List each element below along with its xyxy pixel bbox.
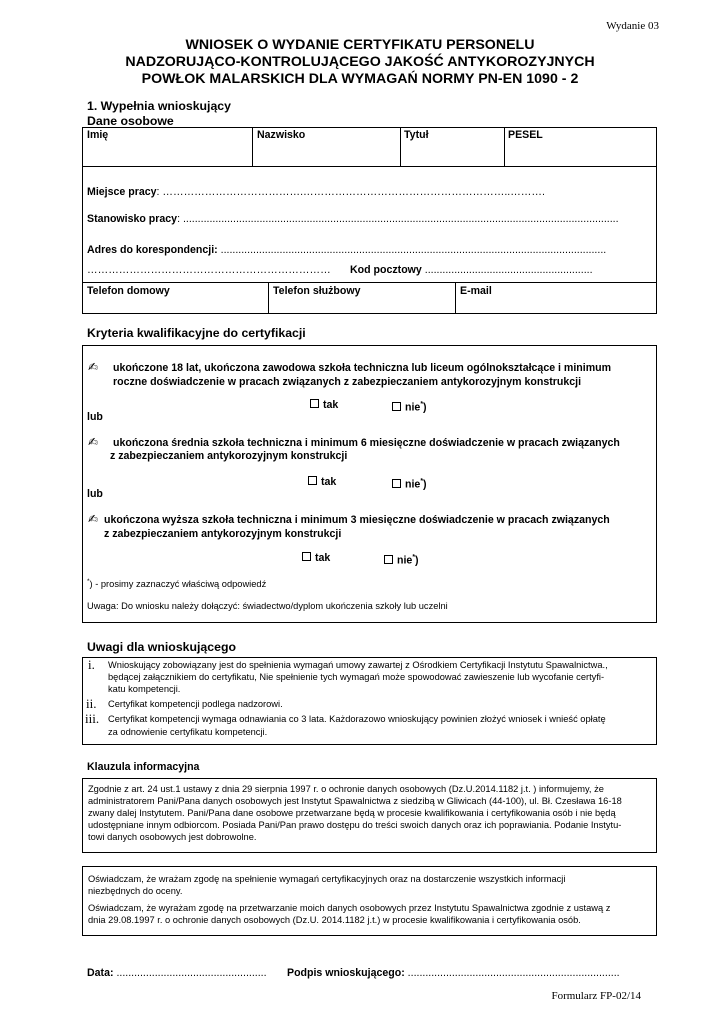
personal-data-heading: Dane osobowe xyxy=(87,114,174,128)
first-name-field[interactable]: Imię xyxy=(87,129,109,141)
criterion-1-no[interactable] xyxy=(392,398,427,415)
workplace-field[interactable] xyxy=(87,186,545,198)
remark-2-text: Certyfikat kompetencji podlega nadzorowi. xyxy=(108,699,283,709)
asterisk: * xyxy=(412,554,416,561)
clause-line-5: towi danych osobowych jest dobrowolne. xyxy=(88,832,257,842)
position-field[interactable] xyxy=(87,213,619,225)
pen-icon: ✍ xyxy=(88,360,99,374)
page-title xyxy=(60,37,660,88)
address-line-2[interactable] xyxy=(87,264,331,276)
postal-code-field[interactable] xyxy=(350,264,593,276)
home-phone-field[interactable]: Telefon domowy xyxy=(87,285,170,297)
date-label: Data: xyxy=(87,967,114,979)
yes-label: tak xyxy=(321,476,337,488)
signature-field[interactable] xyxy=(287,967,620,979)
date-dots: ................................................... xyxy=(113,967,267,979)
divider xyxy=(82,166,657,167)
consent-1-line-1: Oświadczam, że wrażam zgodę na spełnienie wymagań certyfikacyjnych oraz na dostarczenie wszystkich informacji xyxy=(88,874,566,884)
checkbox-icon[interactable] xyxy=(308,476,317,485)
work-phone-field[interactable]: Telefon służbowy xyxy=(273,285,361,297)
criterion-1-text: ukończone 18 lat, ukończona zawodowa szkoła techniczna lub liceum ogólnokształcące i minimum xyxy=(113,362,612,374)
signature-label: Podpis wnioskującego: xyxy=(287,967,405,979)
asterisk: * xyxy=(420,401,424,408)
divider xyxy=(268,282,269,314)
position-label: Stanowisko pracy xyxy=(87,213,178,225)
clause-line-4: udostępniane innym odbiorcom. Posiada Pani/Pan prawo dostępu do treści swoich danych oraz ich poprawiania. Podanie Instytu- xyxy=(88,820,622,830)
section-1-heading: 1. Wypełnia wnioskujący xyxy=(87,99,231,113)
checkbox-icon[interactable] xyxy=(384,555,393,564)
consent-2-line-1: Oświadczam, że wyrażam zgodę na przetwarzanie moich danych osobowych przez Instytutu Spawalnictwa zgodnie z ustawą z xyxy=(88,903,611,913)
remark-3-line-1: Certyfikat kompetencji wymaga odnawiania co 3 lata. Każdorazowo wnioskujący powinien złożyć wniosek i wnieść opłatę xyxy=(108,714,606,724)
checkbox-icon[interactable] xyxy=(302,552,311,561)
remark-1-line-1: Wnioskujący zobowiązany jest do spełnienia wymagań umowy zawartej z Ośrodkiem Certyfikacji Instytutu Spawalnictwa., xyxy=(108,660,608,670)
close-paren: ) xyxy=(415,554,419,567)
divider xyxy=(400,127,401,166)
close-paren: ) xyxy=(423,478,427,491)
clause-line-2: administratorem Pani/Pana danych osobowych jest Instytut Spawalnictwa z siedzibą w Gliwicach (44-100), ul. Bł. Czesława 16-18 xyxy=(88,796,622,806)
title-line-3: POWŁOK MALARSKICH DLA WYMAGAŃ NORMY PN-EN 1090 - 2 xyxy=(141,71,579,87)
remark-1-line-3: katu kompetencji. xyxy=(108,684,181,694)
address-dots: ................................................................................................................................... xyxy=(217,244,607,256)
asterisk: * xyxy=(420,478,424,485)
no-label: nie xyxy=(405,478,421,491)
or-label: lub xyxy=(87,488,103,500)
last-name-field[interactable]: Nazwisko xyxy=(257,129,306,141)
clause-heading: Klauzula informacyjna xyxy=(87,761,200,773)
attachment-note: Uwaga: Do wniosku należy dołączyć: świadectwo/dyplom ukończenia szkoły lub uczelni xyxy=(87,601,448,611)
criteria-heading: Kryteria kwalifikacyjne do certyfikacji xyxy=(87,326,306,340)
clause-line-3: zwany dalej Instytutem. Pani/Pana dane osobowe przetwarzane będą w procesie kwalifikowania i certyfikowania osób i nie będą xyxy=(88,808,616,818)
pesel-field[interactable]: PESEL xyxy=(508,129,543,141)
title-line-2: NADZORUJĄCO-KONTROLUJĄCEGO JAKOŚĆ ANTYKOROZYJNYCH xyxy=(125,54,595,70)
or-label: lub xyxy=(87,411,103,423)
criterion-2-text: ukończona średnia szkoła techniczna i minimum 6 miesięczne doświadczenie w pracach związanych xyxy=(113,437,620,449)
criterion-2-yes[interactable] xyxy=(308,475,336,489)
remark-3-number: iii. xyxy=(85,711,100,726)
consent-1-line-2: niezbędnych do oceny. xyxy=(88,886,183,896)
divider xyxy=(504,127,505,166)
remarks-heading: Uwagi dla wnioskującego xyxy=(87,640,236,654)
postal-label: Kod pocztowy xyxy=(350,264,422,276)
consent-2-line-2: dnia 29.08.1997 r. o ochronie danych osobowych (Dz.U. 2014.1182 j.t.) w procesie kwalifikowania i certyfikowania osób. xyxy=(88,915,581,925)
footnote-asterisk: * xyxy=(87,578,90,585)
signature-dots: ........................................................................ xyxy=(404,967,620,979)
criterion-3-text-2: z zabezpieczaniem antykorozyjnym konstrukcji xyxy=(104,528,342,540)
footnote-text: ) - prosimy zaznaczyć właściwą odpowiedź xyxy=(89,579,267,590)
close-paren: ) xyxy=(423,401,427,414)
postal-dots: ......................................................... xyxy=(421,264,593,276)
address-dots-2: …………………………………………………………… xyxy=(87,264,331,276)
criterion-3-no[interactable] xyxy=(384,551,419,568)
checkbox-icon[interactable] xyxy=(392,479,401,488)
address-label: Adres do korespondencji: xyxy=(87,244,218,256)
yes-label: tak xyxy=(323,399,339,411)
checkbox-icon[interactable] xyxy=(310,399,319,408)
form-number: Formularz FP-02/14 xyxy=(551,990,641,1002)
criterion-1-text-2: roczne doświadczenie w pracach związanych z zabezpieczaniem antykorozyjnym konstrukcji xyxy=(113,376,582,388)
divider xyxy=(82,282,657,283)
email-field[interactable]: E-mail xyxy=(460,285,492,297)
criterion-2-text-2: z zabezpieczaniem antykorozyjnym konstrukcji xyxy=(110,450,348,462)
remark-1-number: i. xyxy=(88,657,95,672)
title-line-1: WNIOSEK O WYDANIE CERTYFIKATU PERSONELU xyxy=(185,37,535,53)
criterion-1-yes[interactable] xyxy=(310,398,338,412)
remark-3-line-2: za odnowienie certyfikatu kompetencji. xyxy=(108,727,268,737)
position-dots: : .................................................................................................................................................... xyxy=(177,213,619,225)
yes-label: tak xyxy=(315,552,331,564)
divider xyxy=(455,282,456,314)
date-field[interactable] xyxy=(87,967,267,979)
divider xyxy=(252,127,253,166)
remark-2-number: ii. xyxy=(86,696,97,711)
checkbox-icon[interactable] xyxy=(392,402,401,411)
edition-label: Wydanie 03 xyxy=(606,20,659,32)
criterion-3-yes[interactable] xyxy=(302,551,330,565)
pen-icon: ✍ xyxy=(88,512,99,526)
no-label: nie xyxy=(405,401,421,414)
pen-icon: ✍ xyxy=(88,435,99,449)
criterion-3-text: ukończona wyższa szkoła techniczna i minimum 3 miesięczne doświadczenie w pracach związanych xyxy=(104,514,610,526)
remark-1-line-2: będącej załącznikiem do certyfikatu, Nie spełnienie tych wymagań może spowodować zawieszenie lub wycofanie certyfi- xyxy=(108,672,605,682)
criterion-2-no[interactable] xyxy=(392,475,427,492)
footnote xyxy=(87,576,266,591)
degree-field[interactable]: Tytuł xyxy=(404,129,429,141)
no-label: nie xyxy=(397,554,413,567)
workplace-dots: : ………………………………….…………………………………………………..………. xyxy=(156,186,545,198)
clause-line-1: Zgodnie z art. 24 ust.1 ustawy z dnia 29 sierpnia 1997 r. o ochronie danych osobowych (Dz.U.2014.1182 j.t. ) informujemy, że xyxy=(88,784,604,794)
workplace-label: Miejsce pracy xyxy=(87,186,157,198)
address-field[interactable] xyxy=(87,244,606,256)
